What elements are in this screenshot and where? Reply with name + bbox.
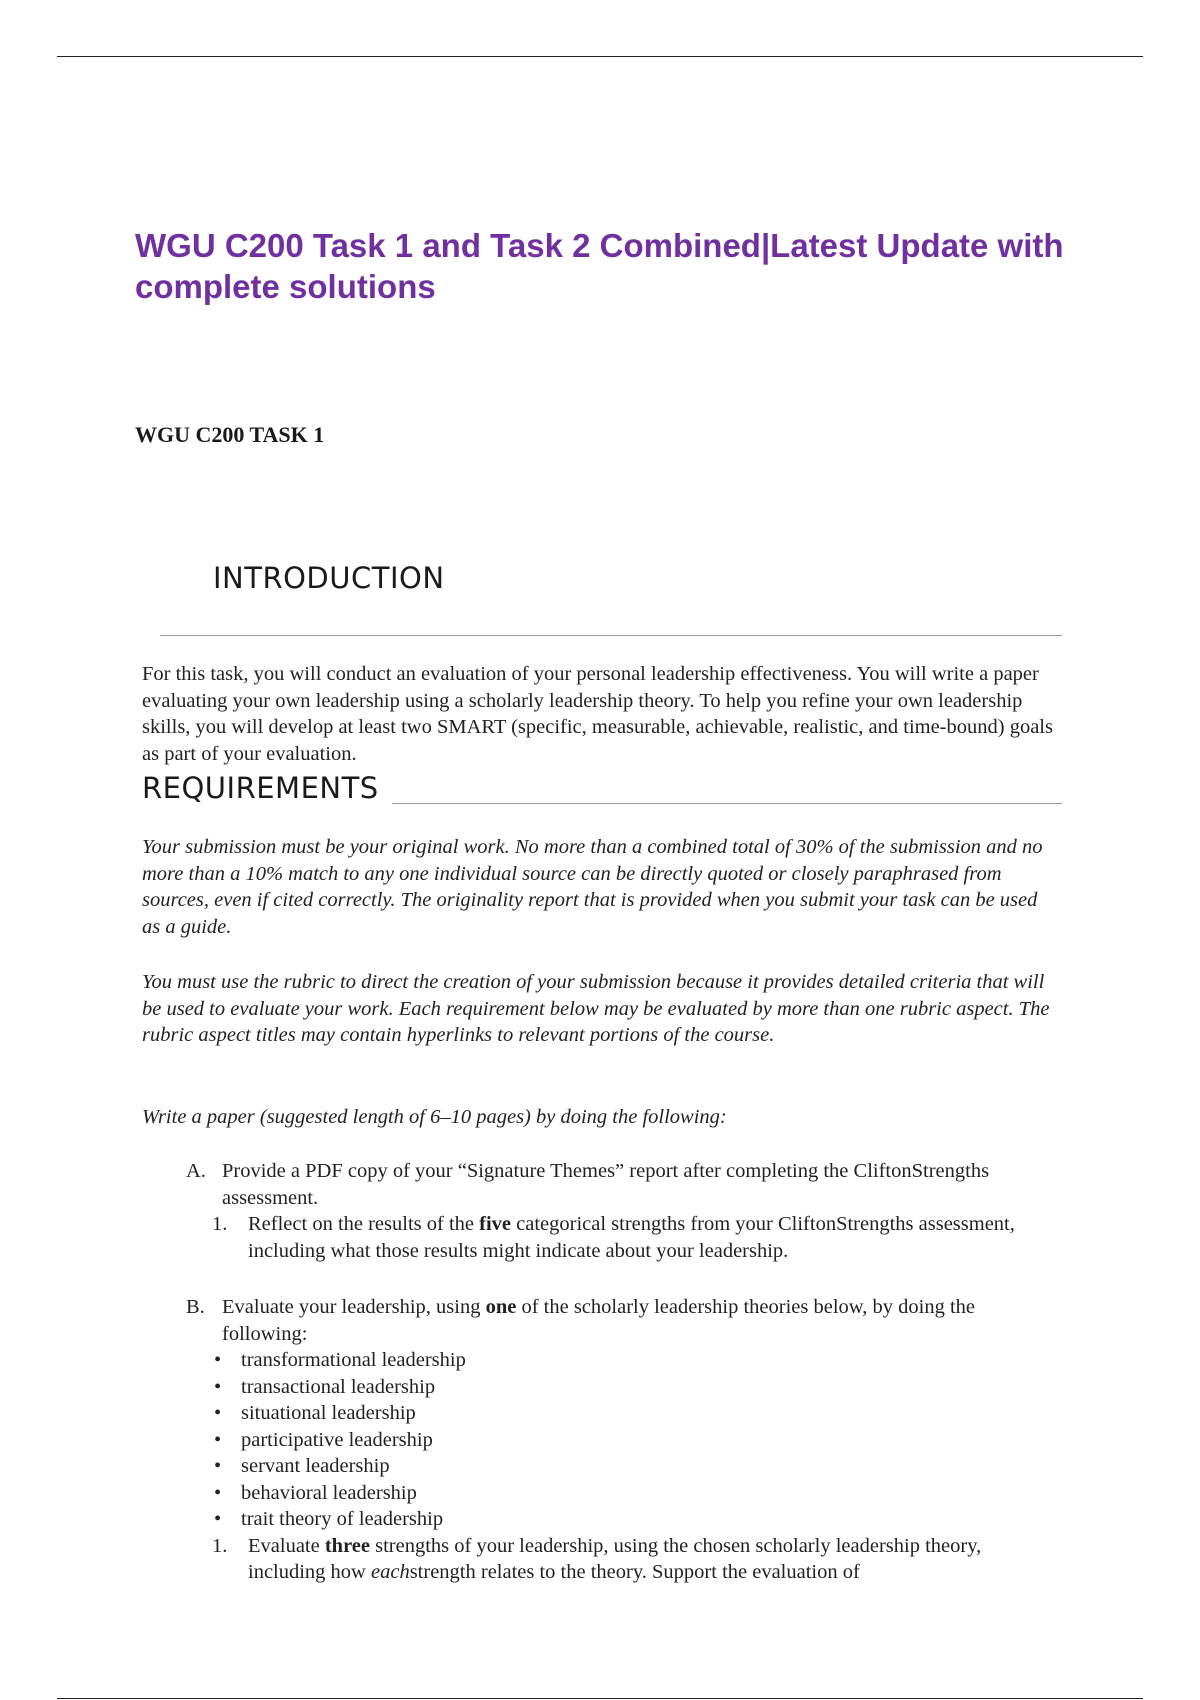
item-b-sub-1-post: strength relates to the theory. Support the evaluation of (409, 1561, 860, 1583)
bullet-icon: • (214, 1402, 222, 1424)
theory-list-item (0, 1400, 1200, 1427)
item-b-text (0, 1294, 1052, 1347)
document-title: WGU C200 Task 1 and Task 2 Combined|Latest Update with complete solutions (135, 227, 1064, 305)
item-a-text (0, 1158, 1052, 1211)
item-a-sub-1-post: categorical strengths from your CliftonStrengths assessment, including what those results might indicate about your leadership. (248, 1213, 1015, 1262)
theory-label: participative leadership (241, 1428, 433, 1451)
item-a-marker: A. (186, 1160, 206, 1182)
theory-list-item (0, 1427, 1200, 1454)
bullet-icon: • (214, 1481, 222, 1504)
bullet-icon: • (214, 1428, 222, 1451)
item-b-sub-1-pre: Evaluate (248, 1534, 325, 1557)
item-b-sub-1-marker: 1. (212, 1534, 228, 1557)
bullet-icon: • (214, 1508, 222, 1530)
item-b-sub-1 (0, 1533, 1048, 1586)
item-b-sub-1-mid: strengths of your leadership, using the chosen scholarly leadership theory, including how (248, 1534, 982, 1583)
requirements-divider (392, 803, 1062, 804)
rubric-paragraph: You must use the rubric to direct the creation of your submission because it provides detailed criteria that will be used to evaluate your work. Each requirement below may be evaluated by more than one rubric aspect. The rubric aspect titles may contain hyperlinks to relevant portions of the course. (142, 971, 1050, 1046)
theory-label: trait theory of leadership (241, 1508, 444, 1530)
write-instruction: Write a paper (suggested length of 6–10 pages) by doing the following: (142, 1106, 727, 1128)
item-b-sub-1-bold: three (324, 1534, 370, 1557)
item-a-body: Provide a PDF copy of your “Signature Themes” report after completing the CliftonStrengths assessment. (222, 1160, 990, 1209)
item-a-sub-1-pre: Reflect on the results of the (248, 1213, 480, 1235)
introduction-divider (160, 635, 1062, 636)
item-b-pre: Evaluate your leadership, using (222, 1296, 486, 1318)
theory-list-item (0, 1506, 1200, 1533)
bullet-icon: • (214, 1455, 222, 1477)
theory-list-item (0, 1347, 1200, 1374)
theory-label: servant leadership (241, 1455, 390, 1477)
theory-label: transformational leadership (241, 1349, 466, 1371)
theory-label: behavioral leadership (241, 1481, 417, 1504)
introduction-paragraph: For this task, you will conduct an evaluation of your personal leadership effectiveness. You will write a paper evaluating your own leadership using a scholarly leadership theory. To help you refine your own leadership skills, you will develop at least two SMART (specific, measurable, achievable, realistic, and time-bound) goals as part of your evaluation. (142, 663, 1053, 765)
originality-paragraph: Your submission must be your original work. No more than a combined total of 30% of the submission and no more than a 10% match to any one individual source can be directly quoted or closely paraphrased from sources, even if cited correctly. The originality report that is provided when you submit your task can be used as a guide. (142, 836, 1043, 938)
item-b-post: of the scholarly leadership theories below, by doing the following: (222, 1296, 975, 1345)
top-rule (57, 56, 1143, 57)
introduction-heading: INTRODUCTION (213, 561, 445, 595)
requirement-item-b (0, 1294, 1200, 1586)
task-heading: WGU C200 TASK 1 (135, 422, 325, 447)
item-a-sub-1 (0, 1211, 1048, 1264)
item-b-bold: one (485, 1296, 517, 1318)
theory-label: transactional leadership (241, 1375, 436, 1398)
item-a-sub-1-marker: 1. (212, 1213, 228, 1235)
bullet-icon: • (214, 1375, 222, 1398)
requirement-item-a (0, 1158, 1200, 1264)
bottom-rule (57, 1698, 1143, 1699)
requirements-heading: REQUIREMENTS (142, 771, 379, 805)
theory-list-item (0, 1453, 1200, 1480)
item-b-marker: B. (186, 1296, 205, 1318)
theory-list-item (0, 1374, 1200, 1401)
theory-label: situational leadership (241, 1402, 416, 1424)
theory-list-item (0, 1480, 1200, 1507)
item-b-sub-1-italic: each (371, 1561, 410, 1583)
item-a-sub-1-bold: five (479, 1213, 512, 1235)
bullet-icon: • (214, 1349, 222, 1371)
